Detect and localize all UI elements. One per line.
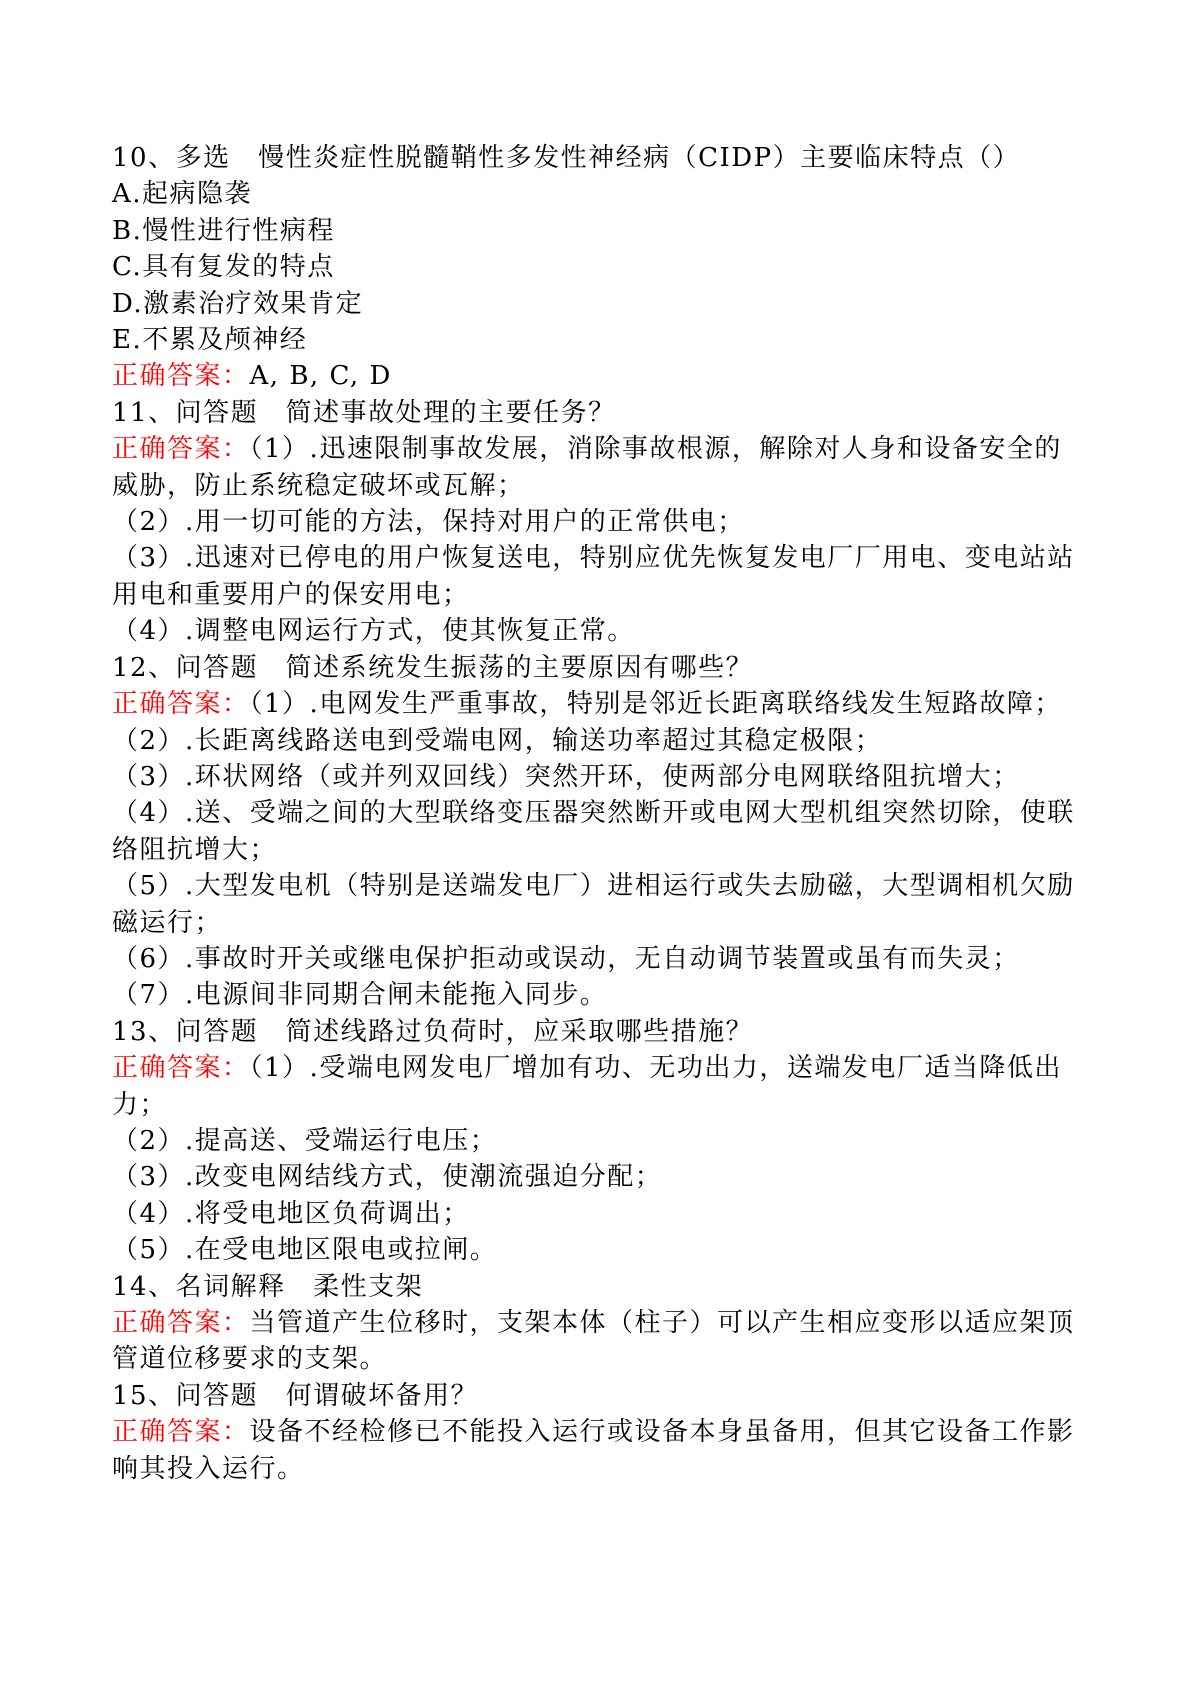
question-12-stem: 12、问答题 简述系统发生振荡的主要原因有哪些？ <box>112 652 754 683</box>
question-11-answer <box>112 431 1078 504</box>
question-13-stem: 13、问答题 简述线路过负荷时，应采取哪些措施？ <box>112 1016 754 1047</box>
answer-label: 正确答案： <box>112 1417 250 1448</box>
question-10-option-d: D.激素治疗效果肯定 <box>112 288 364 319</box>
question-13-answer <box>112 1050 1078 1123</box>
answer-label: 正确答案： <box>112 1308 250 1338</box>
question-10-option-c: C.具有复发的特点 <box>112 252 335 283</box>
question-10-answer <box>112 358 1078 394</box>
answer-text: 设备不经检修已不能投入运行或设备本身虽备用，但其它设备工作影响其投入运行。 <box>112 1417 1075 1484</box>
answer-text: A, B, C, D <box>249 361 392 392</box>
answer-label: 正确答案： <box>112 434 250 465</box>
question-13-answer-item: （5）.在受电地区限电或拉闸。 <box>112 1235 498 1266</box>
question-10-stem: 10、多选 慢性炎症性脱髓鞘性多发性神经病（CIDP）主要临床特点（） <box>112 143 1021 173</box>
question-14-answer <box>112 1305 1078 1378</box>
question-10-option-a: A.起病隐袭 <box>112 179 253 210</box>
question-13-answer-item: （3）.改变电网结线方式，使潮流强迫分配； <box>112 1162 663 1193</box>
question-12-answer-item: （2）.长距离线路送电到受端电网，输送功率超过其稳定极限； <box>112 725 883 756</box>
question-11-answer-item: （3）.迅速对已停电的用户恢复送电，特别应优先恢复发电厂厂用电、变电站站用电和重要用户的保安用电； <box>112 543 1075 610</box>
answer-text: （1）.迅速限制事故发展，消除事故根源，解除对人身和设备安全的威胁，防止系统稳定破坏或瓦解； <box>112 434 1062 501</box>
answer-label: 正确答案： <box>112 689 250 720</box>
answer-label: 正确答案： <box>112 361 250 392</box>
question-14-stem: 14、名词解释 柔性支架 <box>112 1271 424 1302</box>
question-10-option-e: E.不累及颅神经 <box>112 325 308 356</box>
question-11-stem: 11、问答题 简述事故处理的主要任务？ <box>112 397 616 428</box>
question-11-answer-item: （4）.调整电网运行方式，使其恢复正常。 <box>112 616 635 647</box>
question-13-answer-item: （4）.将受电地区负荷调出； <box>112 1198 470 1229</box>
answer-text: 当管道产生位移时，支架本体（柱子）可以产生相应变形以适应架顶管道位移要求的支架。 <box>112 1308 1075 1375</box>
question-15-answer <box>112 1414 1078 1487</box>
question-list <box>112 140 1078 1487</box>
question-11-answer-item: （2）.用一切可能的方法，保持对用户的正常供电； <box>112 507 745 538</box>
question-12-answer-item: （6）.事故时开关或继电保护拒动或误动，无自动调节装置或虽有而失灵； <box>112 943 1020 974</box>
question-12-answer-item: （7）.电源间非同期合闸未能拖入同步。 <box>112 980 608 1011</box>
question-12-answer-item: （4）.送、受端之间的大型联络变压器突然断开或电网大型机组突然切除，使联络阻抗增大； <box>112 798 1075 865</box>
question-15-stem: 15、问答题 何谓破坏备用？ <box>112 1380 479 1411</box>
question-13-answer-item: （2）.提高送、受端运行电压； <box>112 1125 498 1156</box>
question-12-answer-item: （3）.环状网络（或并列双回线）突然开环，使两部分电网联络阻抗增大； <box>112 761 1020 792</box>
question-12-answer-item: （5）.大型发电机（特别是送端发电厂）进相运行或失去励磁，大型调相机欠励磁运行； <box>112 871 1075 938</box>
answer-text: （1）.受端电网发电厂增加有功、无功出力，送端发电厂适当降低出力； <box>112 1053 1062 1120</box>
answer-label: 正确答案： <box>112 1053 250 1084</box>
answer-text: （1）.电网发生严重事故，特别是邻近长距离联络线发生短路故障； <box>249 689 1062 720</box>
question-10-option-b: B.慢性进行性病程 <box>112 215 335 246</box>
question-12-answer <box>112 686 1078 722</box>
